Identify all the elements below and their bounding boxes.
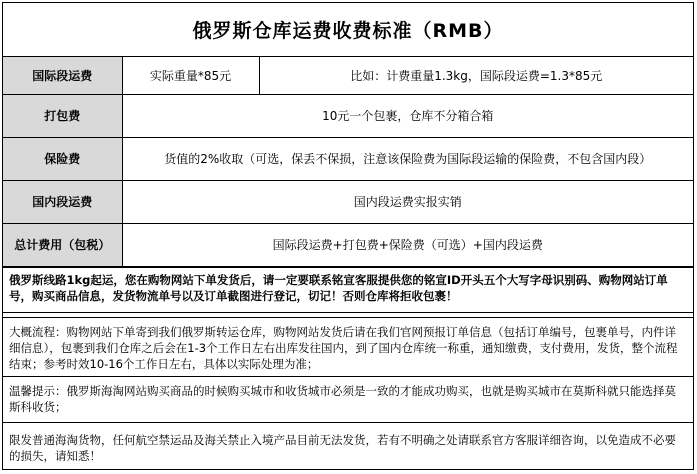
table-row: [3, 180, 693, 223]
packing-fee-value: 10元一个包裹，仓库不分箱合箱: [122, 94, 693, 137]
international-fee-formula: 实际重量*85元: [122, 57, 259, 94]
notice-tip: 温馨提示：俄罗斯海淘网站购买商品的时候购买城市和收货城市必须是一致的才能成功购买，也就是购买城市在莫斯科就只能选择莫斯科收货；: [3, 376, 693, 422]
notice-registration: 俄罗斯线路1kg起运，您在购物网站下单发货后，请一定要联系铭宣客服提供您的铭宣ID开头五个大写字母识别码、购物网站订单号，购买商品信息，发货物流单号以及订单截图进行登记，切记！否则仓库将拒收包裹！: [3, 267, 693, 312]
table-row: [3, 57, 693, 94]
fee-table: [3, 57, 693, 267]
row-label-packing-fee: 打包费: [3, 94, 122, 137]
notice-restrictions: 限发普通海淘货物，任何航空禁运品及海关禁止入境产品目前无法发货，若有不明确之处请联系官方客服详细咨询，以免造成不必要的损失，请知悉！: [3, 422, 693, 474]
table-row: [3, 94, 693, 137]
total-fee-value: 国际段运费+打包费+保险费（可选）+国内段运费: [122, 223, 693, 266]
international-fee-example: 比如：计费重量1.3kg，国际段运费=1.3*85元: [259, 57, 693, 94]
row-label-international-fee: 国际段运费: [3, 57, 122, 94]
table-row: [3, 223, 693, 266]
row-label-insurance-fee: 保险费: [3, 137, 122, 180]
row-label-total-fee: 总计费用（包税）: [3, 223, 122, 266]
notice-process: 大概流程：购物网站下单寄到我们俄罗斯转运仓库，购物网站发货后请在我们官网预报订单信息（包括订单编号，包裹单号，内件详细信息），包裹到我们仓库之后会在1-3个工作日左右出库发往国内，到了国内仓库统一称重，通知缴费，支付费用，发货，整个流程结束；参考时效10-16个工作日左右，具体以实际处理为准；: [3, 317, 693, 376]
fee-sheet: [2, 2, 694, 470]
page-title: 俄罗斯仓库运费收费标准（RMB）: [3, 3, 693, 57]
domestic-fee-value: 国内段运费实报实销: [122, 180, 693, 223]
insurance-fee-value: 货值的2%收取（可选，保丢不保损，注意该保险费为国际段运输的保险费，不包含国内段）: [122, 137, 693, 180]
row-label-domestic-fee: 国内段运费: [3, 180, 122, 223]
table-row: [3, 137, 693, 180]
